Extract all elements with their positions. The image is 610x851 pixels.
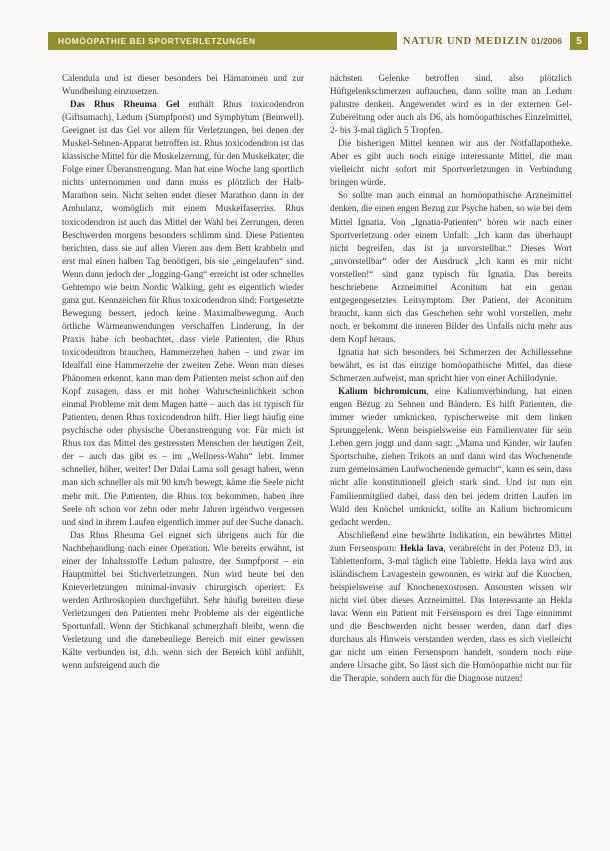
text-column-left bbox=[62, 72, 304, 672]
paragraph-lead: Hekla lava bbox=[400, 542, 444, 553]
page-header bbox=[48, 32, 588, 50]
journal-masthead bbox=[397, 32, 588, 50]
paragraph-lead: Kalium bichromicum bbox=[338, 386, 427, 397]
text-column-right bbox=[330, 72, 572, 685]
paragraph: Calendula und ist dieser besonders bei Hämatomen und zur Wundheilung einzusetzen. bbox=[62, 73, 304, 97]
paragraph: nächsten Gelenke betroffen sind, also plötzlich Hüftgelenkschmerzen auftauchen, dann sollte man an Ledum palustre denken. Angewendet wird es in der externen Gel-Zubereitung oder auch als D6, als homöopathisches Einzelmittel, 2- bis 3-mal täglich 5 Tropfen. bbox=[330, 73, 572, 136]
paragraph-lead: Das Rhus Rheuma Gel bbox=[70, 99, 180, 110]
journal-name: NATUR UND MEDIZIN bbox=[402, 35, 529, 47]
paragraph: So sollte man auch einmal an homöopathische Arzneimittel denken, die einen engen Bezug zur Psyche haben, so wie bei dem Mittel Ignatia. Von „Ignatia-Patienten“ hören wir nach einer Sportverletzung oder einem Unfall: „Ich kann das überhaupt nicht begreifen, das ist ja unvorstellbar.“ Dieses Wort „unvorstellbar“ oder der Ausdruck „Ich kann es mir nicht vorstellen!“ sind ganz typisch für Ignatia. Das bereits beschriebene Arzneimittel Aconitum hat ein genau entgegengesetztes Leitsymptom. Der Patient, der Aconitum braucht, kann sich das Geschehen sehr wohl vorstellen, mehr noch, er bekommt die inneren Bilder des Unfalls nicht mehr aus dem Kopf heraus. bbox=[330, 190, 572, 344]
paragraph: Das Rhus Rheuma Gel enthält Rhus toxicodendron (Giftsumach), Ledum (Sumpfporst) und Symphytum (Beinwell). Geeignet ist das Gel vor allem für Verletzungen, bei denen der Muskel-Sehnen-Apparat betroffen ist. Rhus toxicodendron ist das klassische Mittel für die Muskelzerrung, für den Muskelkater, die Folge einer Überanstrengung. Man hat eine Woche lang sportlich nichts unternommen und dann muss es plötzlich der Halb-Marathon sein. Nicht selten endet dieser Marathon dann in der Ambulanz, womöglich mit einem Muskelfaserriss. Rhus toxicodendron ist auch das Mittel der Wahl bei Zerrungen, deren Beschwerden morgens besonders schlimm sind. Diese Patienten berichten, dass sie auf allen Vieren aus dem Bett krabbeln und erst mal einen halben Tag benötigen, bis sie „eingelaufen“ sind. Wenn dann jedoch der „Jogging-Gang“ erreicht ist oder schnelles Gehtempo wie beim Nordic Walking, geht es eigentlich wieder ganz gut. Kennzeichen für Rhus toxicodendron sind: Fortgesetzte Bewegung bessert, jedoch keine Maximalbewegung. Auch örtliche Wärmeanwendungen verschaffen Linderung. In der Praxis habe ich beobachtet, dass viele Patienten, die Rhus toxicodendron brauchen, Hammerzehen haben – und zwar im Idealfall eine Hammerzehe der zweiten Zehe. Wenn man dieses Phänomen erkennt, kann man dem Patienten meist schon auf den Kopf zusagen, dass er mit hoher Wahrscheinlichkeit schon einmal Probleme mit dem Magen hatte – auch das ist typisch für Patienten, denen Rhus toxicodendron hilft. Hier liegt häufig eine psychische oder physische Überanstrengung vor. Für mich ist Rhus tox das Mittel des gestressten Menschen der heutigen Zeit, der – auch das gibt es – im „Wellness-Wahn“ lebt. Immer schneller, höher, weiter! Der Dalai Lama soll gesagt haben, wenn man sich schneller als mit 90 km/h bewegt, käme die Seele nicht mehr mit. Die Patienten, die Rhus tox bekommen, haben ihre Seele oft schon vor zehn oder mehr Jahren irgendwo vergessen und sind in ihrem Laufen eigentlich immer auf der Suche danach. bbox=[62, 99, 304, 527]
paragraph: Kalium bichromicum, eine Kaliumverbindung, hat einen engen Bezug zu Sehnen und Bändern. Es hilft Patienten, die immer wieder umknicken, typischerweise mit dem linken Sprunggelenk. Wenn beispielsweise ein Familienvater für sein Leben gern joggt und dann sagt: „Mama und Kinder, wir laufen Sportschuhe, ziehen Trikots an und dann wird das Wochenende zum gemeinsamen Laufwochenende gemacht“, kann es sein, dass nicht alle konstitutionell gleich stark sind. Und ist nun ein Familienmitglied dabei, dass den bei jedem dritten Laufen im Wald den Knöchel umknickt, sollte an Kalium bichromicum gedacht werden. bbox=[330, 386, 572, 527]
section-title: HOMÖOPATHIE BEI SPORTVERLETZUNGEN bbox=[58, 36, 256, 46]
paragraph: Ignatia hat sich besonders bei Schmerzen der Achillessehne bewährt, es ist das einzige homöopathische Mittel, das diese Schmerzen aufweist, man spricht hier von einer Achillodynie. bbox=[330, 346, 572, 384]
page-number: 5 bbox=[570, 32, 588, 50]
paragraph: Das Rhus Rheuma Gel eignet sich übrigens auch für die Nachbehandlung nach einer Operation. Wie bereits erwähnt, ist einer der Inhaltsstoffe Ledum palustre, der Sumpfporst – ein Hauptmittel bei Stichverletzungen. Nun wird heute bei den Knieverletzungen minimal-invasiv chirurgisch operiert: Es werden Arthroskopien durchgeführt. Sehr häufig bereiten diese Verletzungen den Patienten mehr Probleme als der eigentliche Sportunfall. Wenn der Stichkanal schmerzhaft bleibt, wenn die Verletzung und die danebenliege Bereich mit einer gewissen Kälte verbunden ist, d.h. wenn sich der Bereich kühl anfühlt, wenn aufsteigend auch die bbox=[62, 529, 304, 671]
paragraph: Die bisherigen Mittel kennen wir aus der Notfallapotheke. Aber es gibt auch noch einige interessante Mittel, die man vielleicht nicht sofort mit Sportverletzungen in Verbindung bringen würde. bbox=[330, 138, 572, 188]
paragraph: Abschließend eine bewährte Indikation, ein bewährtes Mittel zum Fersensporn: Hekla lava, verabreicht in der Potenz D3, in Tablettenform, 3-mal täglich eine Tablette. Hekla lava wird aus isländischem Lavagestein gewonnen, es wirkt auf die Knochen, beispielsweise auf Knochenexostosen. Ansonsten wissen wir nicht viel über dieses Arzneimittel. Das Interessante an Hekla lava: Wenn ein Patient mit Fersensporn es drei Tage einnimmt und die Beschwerden nicht besser werden, dann darf dies durchaus als Hinweis verstanden werden, dass es sich vielleicht gar nicht um einen Fersensporn handelt, sondern noch eine andere Ursache gibt. So lässt sich die Homöopathie nicht nur für die Therapie, sondern auch für die Diagnose nutzen! bbox=[330, 529, 572, 684]
issue-number: 01/2006 bbox=[531, 36, 562, 46]
